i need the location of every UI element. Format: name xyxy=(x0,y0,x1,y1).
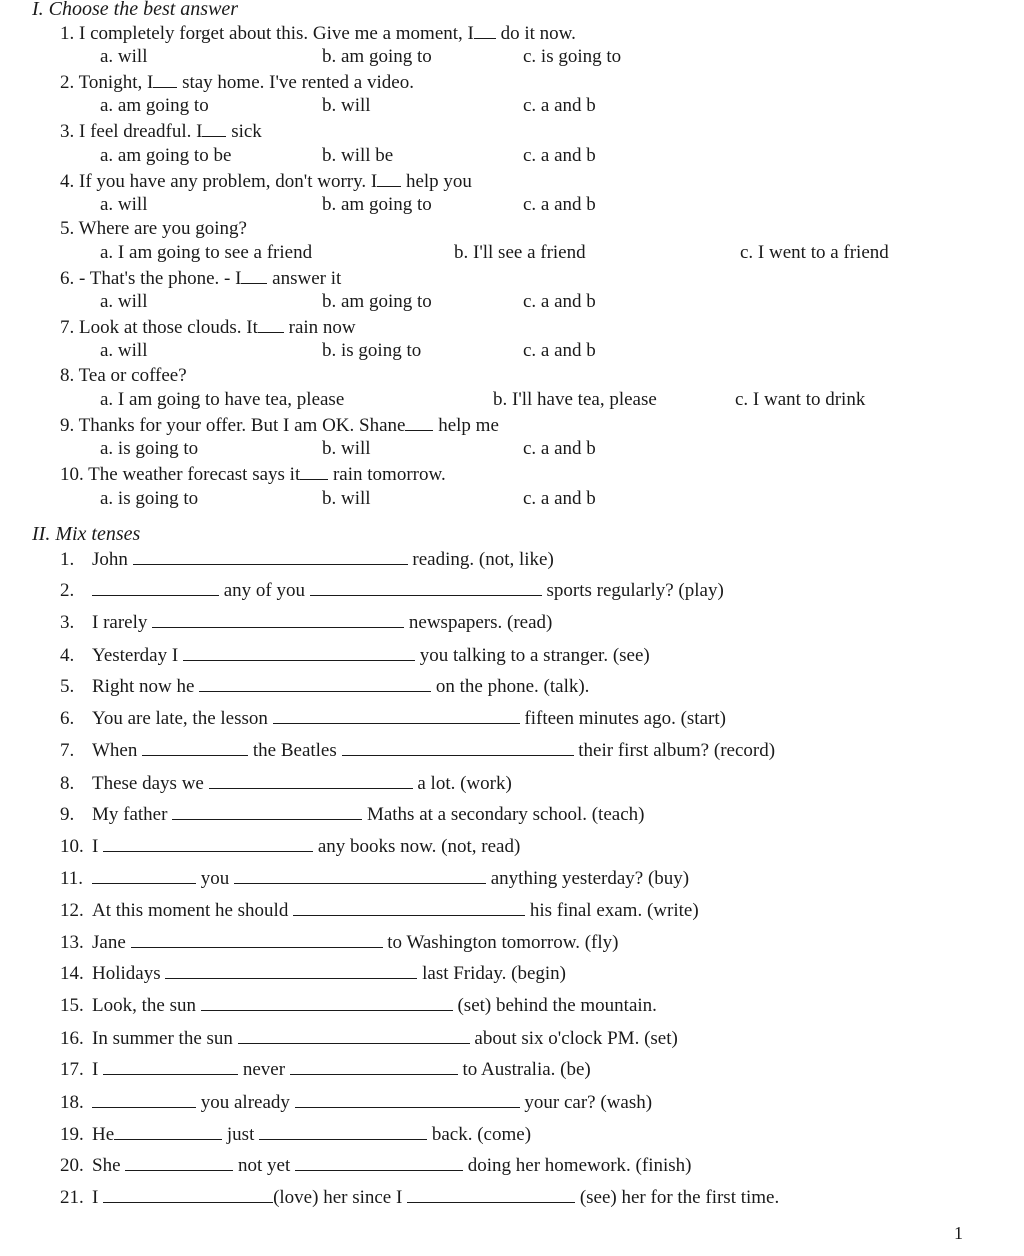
option-a[interactable]: a. is going to xyxy=(100,438,199,459)
option-c[interactable]: c. a and b xyxy=(523,488,596,509)
exercise-item-1: 1. John reading. (not, like) xyxy=(60,549,554,570)
answer-blank[interactable] xyxy=(293,899,525,916)
answer-blank[interactable] xyxy=(92,1091,196,1108)
answer-blank[interactable] xyxy=(131,931,383,948)
question-5: 5. Where are you going? xyxy=(60,218,247,239)
question-8: 8. Tea or coffee? xyxy=(60,365,187,386)
option-b[interactable]: b. will xyxy=(322,488,371,509)
option-b[interactable]: b. will be xyxy=(322,145,394,166)
question-3: 3. I feel dreadful. I sick xyxy=(60,121,262,142)
answer-blank[interactable] xyxy=(209,772,413,789)
exercise-item-6: 6. You are late, the lesson fifteen minutes ago. (start) xyxy=(60,708,726,729)
section-2-title: II. Mix tenses xyxy=(32,523,141,545)
answer-blank[interactable] xyxy=(92,867,196,884)
exercise-item-2: 2. any of you sports regularly? (play) xyxy=(60,580,724,601)
question-10: 10. The weather forecast says it rain tomorrow. xyxy=(60,464,446,485)
exercise-item-9: 9. My father Maths at a secondary school. (teach) xyxy=(60,804,645,825)
option-b[interactable]: b. am going to xyxy=(322,291,432,312)
option-c[interactable]: c. I want to drink xyxy=(735,389,866,410)
option-a[interactable]: a. am going to xyxy=(100,95,209,116)
exercise-item-16: 16. In summer the sun about six o'clock PM. (set) xyxy=(60,1028,678,1049)
answer-blank[interactable] xyxy=(199,675,431,692)
option-b[interactable]: b. will xyxy=(322,95,371,116)
option-a[interactable]: a. I am going to have tea, please xyxy=(100,389,345,410)
question-2: 2. Tonight, I stay home. I've rented a video. xyxy=(60,72,414,93)
exercise-item-20: 20. She not yet doing her homework. (finish) xyxy=(60,1155,692,1176)
answer-blank[interactable] xyxy=(238,1027,470,1044)
option-c[interactable]: c. a and b xyxy=(523,95,596,116)
answer-blank[interactable] xyxy=(290,1058,458,1075)
option-c[interactable]: c. a and b xyxy=(523,291,596,312)
option-a[interactable]: a. will xyxy=(100,46,148,67)
answer-blank[interactable] xyxy=(103,1186,273,1203)
exercise-item-14: 14. Holidays last Friday. (begin) xyxy=(60,963,566,984)
answer-blank[interactable] xyxy=(377,170,401,187)
exercise-item-10: 10. I any books now. (not, read) xyxy=(60,836,521,857)
question-9: 9. Thanks for your offer. But I am OK. Shane help me xyxy=(60,415,499,436)
exercise-item-7: 7. When the Beatles their first album? (record) xyxy=(60,740,776,761)
answer-blank[interactable] xyxy=(295,1154,463,1171)
option-b[interactable]: b. am going to xyxy=(322,194,432,215)
answer-blank[interactable] xyxy=(114,1123,222,1140)
question-4: 4. If you have any problem, don't worry. I help you xyxy=(60,171,472,192)
exercise-item-19: 19. He just back. (come) xyxy=(60,1124,532,1145)
option-b[interactable]: b. I'll see a friend xyxy=(454,242,586,263)
question-7: 7. Look at those clouds. It rain now xyxy=(60,317,356,338)
answer-blank[interactable] xyxy=(165,962,417,979)
answer-blank[interactable] xyxy=(172,803,362,820)
exercise-item-11: 11. you anything yesterday? (buy) xyxy=(60,868,690,889)
answer-blank[interactable] xyxy=(202,120,226,137)
question-6: 6. - That's the phone. - I answer it xyxy=(60,268,342,289)
option-c[interactable]: c. a and b xyxy=(523,438,596,459)
answer-blank[interactable] xyxy=(152,611,404,628)
answer-blank[interactable] xyxy=(300,463,328,480)
exercise-item-5: 5. Right now he on the phone. (talk). xyxy=(60,676,590,697)
exercise-item-21: 21. I (love) her since I (see) her for the first time. xyxy=(60,1187,780,1208)
exercise-item-8: 8. These days we a lot. (work) xyxy=(60,773,512,794)
option-a[interactable]: a. am going to be xyxy=(100,145,232,166)
section-1-title: I. Choose the best answer xyxy=(32,0,239,20)
option-a[interactable]: a. is going to xyxy=(100,488,199,509)
answer-blank[interactable] xyxy=(310,579,542,596)
exercise-item-12: 12. At this moment he should his final exam. (write) xyxy=(60,900,699,921)
option-a[interactable]: a. will xyxy=(100,194,148,215)
answer-blank[interactable] xyxy=(133,548,408,565)
answer-blank[interactable] xyxy=(241,267,267,284)
exercise-item-4: 4. Yesterday I you talking to a stranger. (see) xyxy=(60,645,650,666)
question-1: 1. I completely forget about this. Give me a moment, I do it now. xyxy=(60,23,576,44)
exercise-item-17: 17. I never to Australia. (be) xyxy=(60,1059,591,1080)
answer-blank[interactable] xyxy=(153,71,177,88)
answer-blank[interactable] xyxy=(234,867,486,884)
option-a[interactable]: a. will xyxy=(100,291,148,312)
option-c[interactable]: c. a and b xyxy=(523,340,596,361)
option-b[interactable]: b. I'll have tea, please xyxy=(493,389,657,410)
option-c[interactable]: c. a and b xyxy=(523,194,596,215)
answer-blank[interactable] xyxy=(103,835,313,852)
answer-blank[interactable] xyxy=(474,22,496,39)
answer-blank[interactable] xyxy=(125,1154,233,1171)
answer-blank[interactable] xyxy=(405,414,433,431)
exercise-item-13: 13. Jane to Washington tomorrow. (fly) xyxy=(60,932,619,953)
answer-blank[interactable] xyxy=(273,707,520,724)
option-b[interactable]: b. am going to xyxy=(322,46,432,67)
answer-blank[interactable] xyxy=(142,739,248,756)
page-number: 1 xyxy=(954,1223,963,1243)
answer-blank[interactable] xyxy=(342,739,574,756)
answer-blank[interactable] xyxy=(201,994,453,1011)
answer-blank[interactable] xyxy=(295,1091,520,1108)
answer-blank[interactable] xyxy=(258,316,284,333)
answer-blank[interactable] xyxy=(259,1123,427,1140)
option-a[interactable]: a. will xyxy=(100,340,148,361)
exercise-item-3: 3. I rarely newspapers. (read) xyxy=(60,612,553,633)
option-a[interactable]: a. I am going to see a friend xyxy=(100,242,313,263)
answer-blank[interactable] xyxy=(407,1186,575,1203)
exercise-item-18: 18. you already your car? (wash) xyxy=(60,1092,653,1113)
answer-blank[interactable] xyxy=(92,579,219,596)
option-c[interactable]: c. is going to xyxy=(523,46,622,67)
option-c[interactable]: c. I went to a friend xyxy=(740,242,889,263)
option-c[interactable]: c. a and b xyxy=(523,145,596,166)
answer-blank[interactable] xyxy=(103,1058,238,1075)
answer-blank[interactable] xyxy=(183,644,415,661)
exercise-item-15: 15. Look, the sun (set) behind the mountain. xyxy=(60,995,657,1016)
option-b[interactable]: b. is going to xyxy=(322,340,422,361)
option-b[interactable]: b. will xyxy=(322,438,371,459)
